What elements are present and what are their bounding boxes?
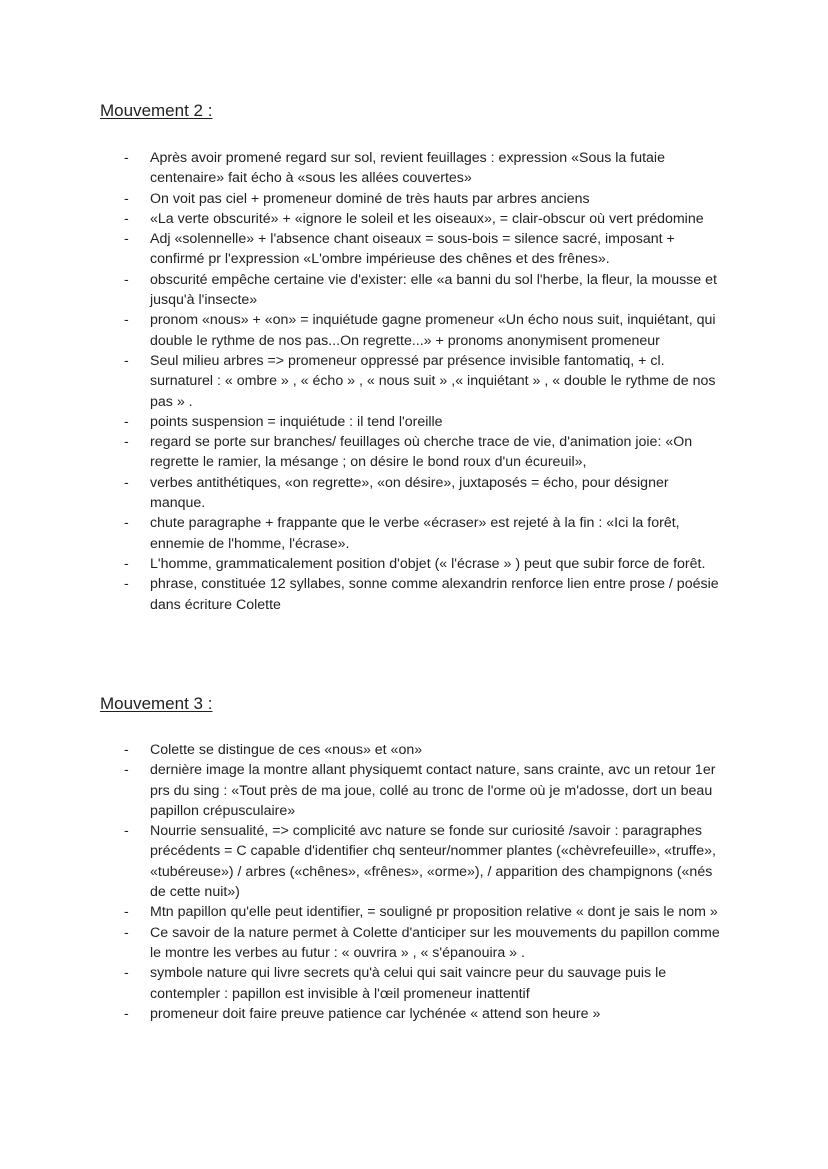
list-item bbox=[0, 554, 722, 574]
list-item bbox=[0, 209, 722, 229]
bullet-dash: - bbox=[124, 312, 129, 329]
list-item bbox=[0, 1004, 722, 1024]
list-item-text: L'homme, grammaticalement position d'objet (« l'écrase » ) peut que subir force de forêt. bbox=[150, 555, 706, 572]
bullet-dash: - bbox=[124, 515, 129, 532]
list-item-text: Adj «solennelle» + l'absence chant oiseaux = sous-bois = silence sacré, imposant + confirmé pr l'expression «L'ombre impérieuse des chênes et des frênes». bbox=[150, 231, 675, 268]
list-item bbox=[0, 902, 722, 922]
bullet-dash: - bbox=[124, 434, 129, 451]
section-heading-mouvement-2: Mouvement 2 : bbox=[100, 101, 213, 120]
bullet-dash: - bbox=[124, 413, 129, 430]
list-item bbox=[0, 473, 722, 514]
bullet-dash: - bbox=[124, 576, 129, 593]
list-item-text: points suspension = inquiétude : il tend l'oreille bbox=[150, 413, 443, 430]
section-heading-mouvement-3: Mouvement 3 : bbox=[100, 694, 213, 713]
list-item bbox=[0, 148, 722, 189]
list-item-text: «La verte obscurité» + «ignore le soleil et les oiseaux», = clair-obscur où vert prédomine bbox=[150, 210, 704, 227]
list-item-text: Colette se distingue de ces «nous» et «on» bbox=[150, 742, 423, 758]
list-item bbox=[0, 513, 722, 554]
bullet-dash: - bbox=[124, 190, 129, 207]
list-item-text: Ce savoir de la nature permet à Colette d'anticiper sur les mouvements du papillon comme le montre les verbes au futur : « ouvrira » , « s'épanouira » . bbox=[150, 924, 720, 961]
bullet-dash: - bbox=[124, 742, 129, 758]
list-item-text: verbes antithétiques, «on regrette», «on désire», juxtaposés = écho, pour désigner manque. bbox=[150, 474, 669, 512]
bullet-dash: - bbox=[124, 965, 129, 982]
list-item bbox=[0, 432, 722, 473]
list-item-text: Après avoir promené regard sur sol, revient feuillages : expression «Sous la futaie centenaire» fait écho à «sous les allées couvertes» bbox=[150, 150, 665, 187]
bullet-dash: - bbox=[124, 271, 129, 288]
bullet-dash: - bbox=[124, 762, 129, 779]
bullet-list-mouvement-2 bbox=[0, 148, 828, 615]
list-item-text: pronom «nous» + «on» = inquiétude gagne promeneur «Un écho nous suit, inquiétant, qui double le rythme de nos pas...On regrette...» + pronoms anonymisent promeneur bbox=[150, 312, 716, 349]
list-item-text: regard se porte sur branches/ feuillages où cherche trace de vie, d'animation joie: «On regrette le ramier, la mésange ; on désire le bond roux d'un écureuil», bbox=[150, 434, 693, 471]
list-item bbox=[0, 740, 722, 760]
bullet-dash: - bbox=[124, 150, 129, 166]
list-item-text: promeneur doit faire preuve patience car lychénée « attend son heure » bbox=[150, 1005, 601, 1022]
list-item-text: phrase, constituée 12 syllabes, sonne comme alexandrin renforce lien entre prose / poésie dans écriture Colette bbox=[150, 576, 719, 613]
bullet-dash: - bbox=[124, 352, 129, 369]
list-item-text: dernière image la montre allant physiquemt contact nature, sans crainte, avc un retour 1er prs du sing : «Tout près de ma joue, collé au tronc de l'orme où je m'adosse, dort un beau papillon crépusculaire» bbox=[150, 762, 716, 819]
list-item-text: obscurité empêche certaine vie d'exister: elle «a banni du sol l'herbe, la fleur, la mousse et jusqu'à l'insecte» bbox=[150, 271, 717, 309]
list-item bbox=[0, 270, 722, 311]
bullet-dash: - bbox=[124, 231, 129, 248]
list-item-text: Nourrie sensualité, => complicité avc nature se fonde sur curiosité /savoir : paragraphes précédents = C capable d'identifier chq senteur/nommer plantes («chèvrefeuille», «truffe», «tubéreuse») / arbres («chênes», «frênes», «orme»), / apparition des champignons («nés de cette nuit») bbox=[150, 823, 716, 901]
list-item bbox=[0, 760, 722, 821]
bullet-dash: - bbox=[124, 555, 129, 572]
list-item bbox=[0, 963, 722, 1004]
list-item-text: On voit pas ciel + promeneur dominé de très hauts par arbres anciens bbox=[150, 190, 590, 207]
list-item-text: Seul milieu arbres => promeneur oppressé par présence invisible fantomatiq, + cl. surnaturel : « ombre » , « écho » , « nous suit » ,« inquiétant » , « double le rythme de nos pas » . bbox=[150, 352, 716, 410]
bullet-dash: - bbox=[124, 924, 129, 941]
bullet-list-mouvement-3 bbox=[0, 740, 828, 1024]
list-item-text: symbole nature qui livre secrets qu'à celui qui sait vaincre peur du sauvage puis le contempler : papillon est invisible à l'œil promeneur inattentif bbox=[150, 965, 667, 1002]
list-item bbox=[0, 821, 722, 902]
list-item bbox=[0, 574, 722, 615]
bullet-dash: - bbox=[124, 210, 129, 227]
list-item bbox=[0, 923, 722, 964]
list-item bbox=[0, 351, 722, 412]
list-item bbox=[0, 229, 722, 270]
list-item bbox=[0, 310, 722, 351]
list-item bbox=[0, 412, 722, 432]
list-item-text: Mtn papillon qu'elle peut identifier, = souligné pr proposition relative « dont je sais le nom » bbox=[150, 904, 718, 921]
bullet-dash: - bbox=[124, 1005, 129, 1022]
bullet-dash: - bbox=[124, 904, 129, 921]
list-item-text: chute paragraphe + frappante que le verbe «écraser» est rejeté à la fin : «Ici la forêt, ennemie de l'homme, l'écrase». bbox=[150, 515, 680, 552]
bullet-dash: - bbox=[124, 823, 129, 840]
list-item bbox=[0, 189, 722, 209]
bullet-dash: - bbox=[124, 474, 129, 491]
